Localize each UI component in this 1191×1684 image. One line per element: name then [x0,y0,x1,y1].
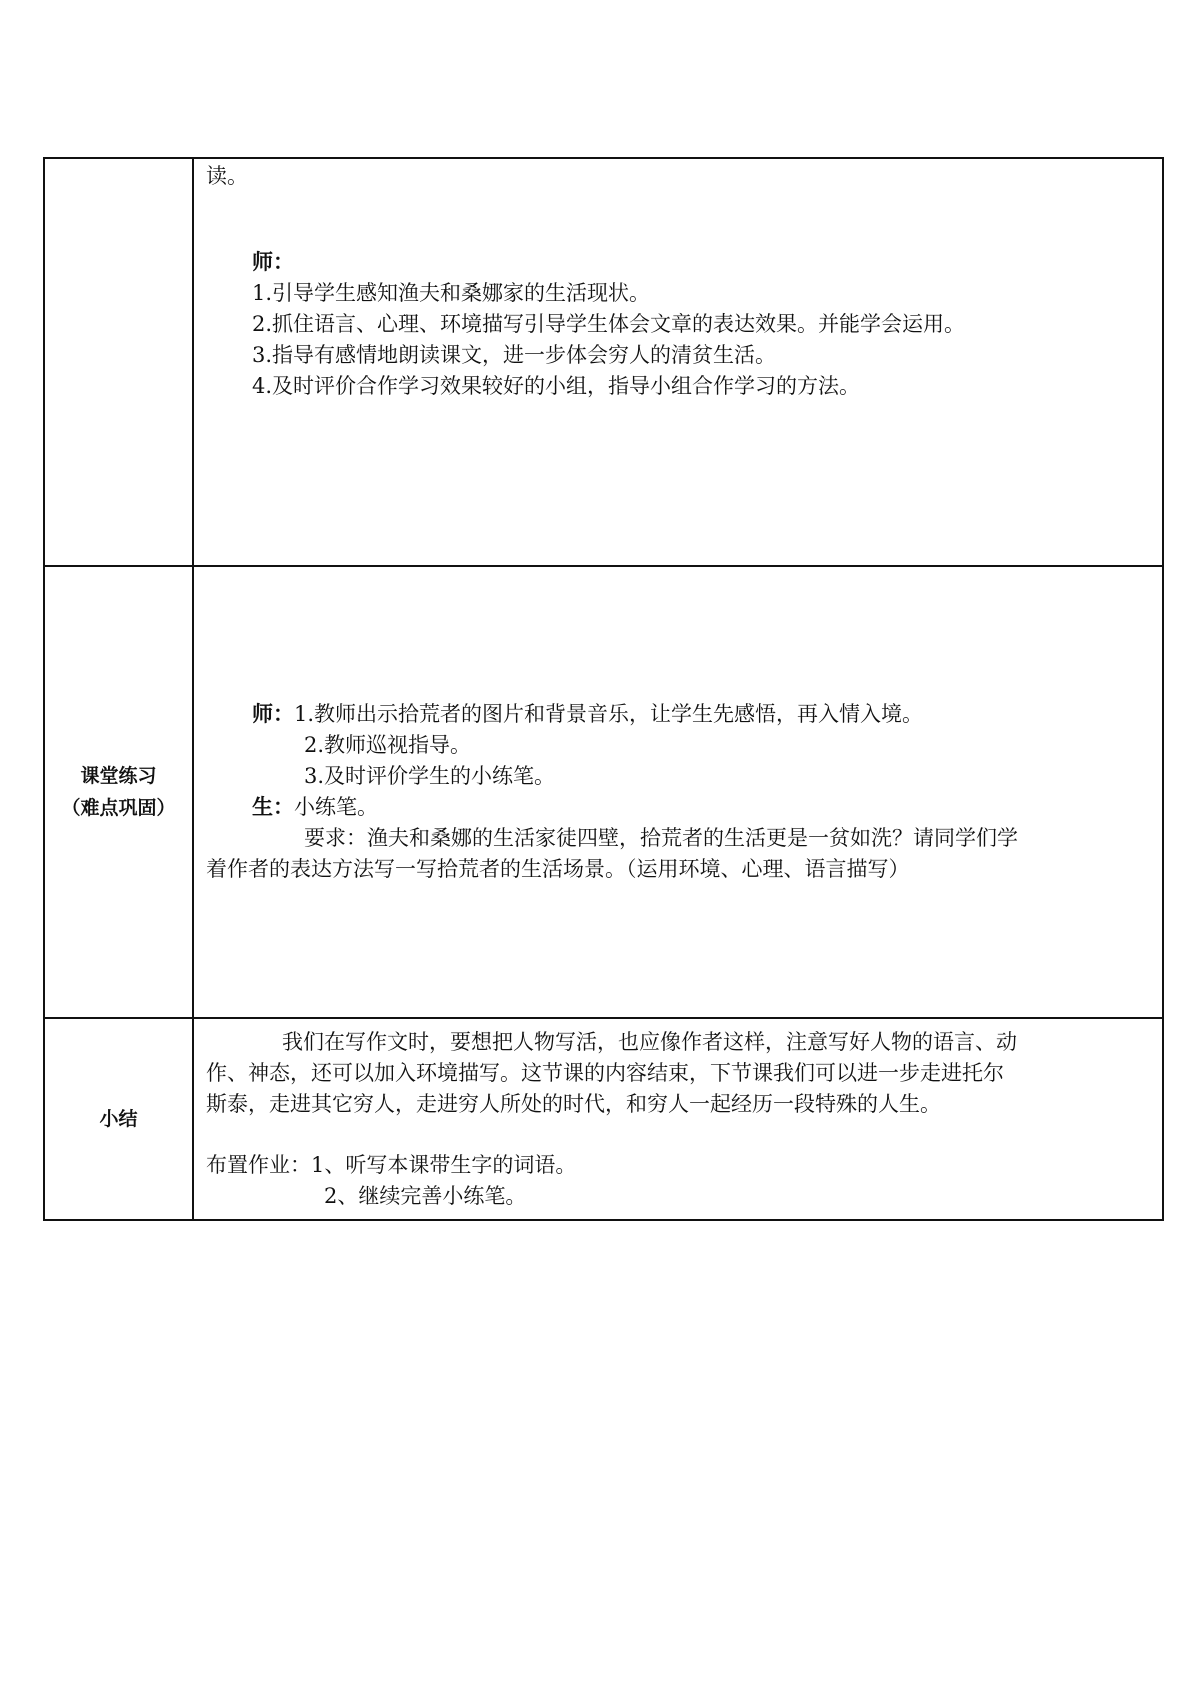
text-line: 3.指导有感情地朗读课文，进一步体会穷人的清贫生活。 [252,343,777,367]
row-label-summary: 小结 [44,1018,193,1220]
text-line: 斯泰，走进其它穷人，走进穷人所处的时代，和穷人一起经历一段特殊的人生。 [206,1092,941,1116]
text-span: 小练笔。 [294,795,378,819]
row-label-classroom-practice [44,566,193,1018]
table-row-teaching-process [44,158,1163,566]
table-row-summary [44,1018,1163,1220]
text-line: 读。 [206,164,248,188]
text-line: 着作者的表达方法写一写拾荒者的生活场景。（运用环境、心理、语言描写） [206,857,910,881]
row-label-empty [44,158,193,566]
text-line [194,699,1162,730]
text-block-practice [194,699,1162,885]
text-line: 3.及时评价学生的小练笔。 [304,764,556,788]
text-span: 1.教师出示拾荒者的图片和背景音乐，让学生先感悟，再入情入境。 [294,702,924,726]
text-line: 1.引导学生感知渔夫和桑娜家的生活现状。 [252,281,651,305]
lesson-plan-table [43,157,1164,1221]
text-line: 2、继续完善小练笔。 [324,1184,527,1208]
text-line: 2.抓住语言、心理、环境描写引导学生体会文章的表达效果。并能学会运用。 [252,312,966,336]
text-line: 布置作业：1、听写本课带生字的词语。 [206,1153,577,1177]
row-content-teaching-process [193,158,1163,566]
teacher-label: 师： [252,250,294,274]
text-block-summary [194,1027,1162,1120]
text-block-homework [194,1150,1162,1212]
text-block-continuation [194,161,1162,192]
text-line: 2.教师巡视指导。 [304,733,472,757]
text-line: 4.及时评价合作学习效果较好的小组，指导小组合作学习的方法。 [252,374,861,398]
label-line: 课堂练习 [80,765,157,787]
text-line: 要求：渔夫和桑娜的生活家徒四壁，拾荒者的生活更是一贫如洗？请同学们学 [304,826,1018,850]
teacher-label: 师： [252,702,294,726]
text-line [194,792,1162,823]
row-content-classroom-practice [193,566,1163,1018]
label-line: （难点巩固） [61,797,176,819]
text-line: 我们在写作文时，要想把人物写活，也应像作者这样，注意写好人物的语言、动 [282,1030,1017,1054]
text-line: 作、神态，还可以加入环境描写。这节课的内容结束，下节课我们可以进一步走进托尔 [206,1061,1004,1085]
table-row-classroom-practice [44,566,1163,1018]
row-content-summary [193,1018,1163,1220]
student-label: 生： [252,795,294,819]
text-block-teacher-guidance [194,247,1162,402]
